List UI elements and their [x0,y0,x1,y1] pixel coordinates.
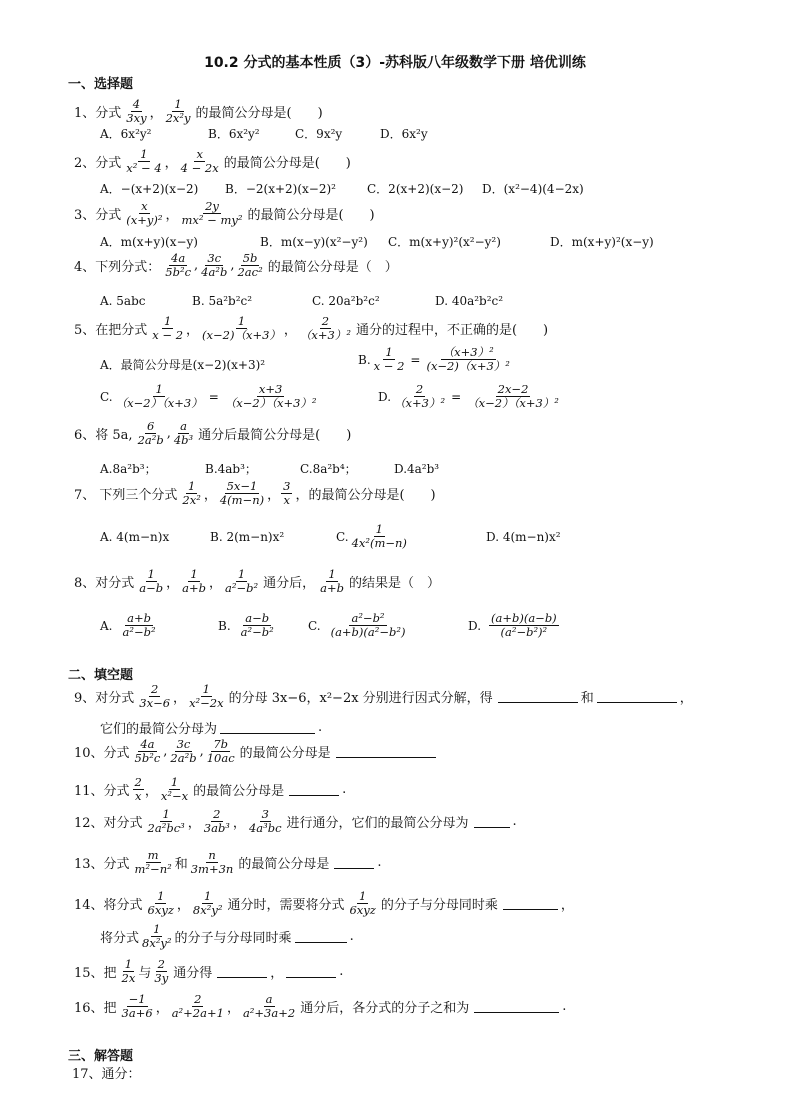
fraction [235,252,264,279]
denominator: 6xyz [349,903,376,918]
numerator: 1 [162,807,170,821]
q5-option-c: C. $\frac{1}{(x-2)(x+3)}$ = $\frac{x+3}{\text{（x−2）（x+3）²}}$ [100,382,317,411]
fraction [164,98,193,125]
denominator: a²+3a+2 [242,1006,296,1021]
q2-number: 2、分式 [74,156,122,172]
q7-stem: ，的最简公分母是( ) [295,488,436,504]
option-d: D．m(x+y)²(x−y) [550,235,654,249]
option-b: B．6x²y² [208,127,260,141]
option-c: C. 20a²b²c² [312,294,380,308]
option-a: A．6x²y² [100,127,152,141]
q8-options [100,612,560,639]
fraction [170,993,226,1020]
option-c-label: C. [336,529,349,544]
fraction [140,923,174,950]
numerator: 3c [207,251,222,265]
question-14-line2 [100,923,354,950]
option-c: C．2(x+2)(x−2) [367,182,464,196]
denominator: x²−x [160,789,189,804]
q8-mid: 通分后， [263,576,316,592]
option-c: C．m(x+y)²(x²−y²) [388,235,501,249]
fraction [218,480,266,507]
fraction [152,958,170,985]
option-c [336,523,486,550]
numerator: x [196,147,203,161]
numerator: 1 [170,775,179,789]
numerator: 1 [174,97,182,111]
option-a: A. 5abc [100,294,146,308]
answer-blank[interactable] [286,965,336,978]
question-15 [72,958,343,985]
fraction [114,383,205,410]
denominator: 4x²(m−n) [351,536,407,551]
question-13 [72,849,381,876]
numerator: a [180,419,187,433]
answer-blank[interactable] [336,745,436,758]
q6-number: 6、将 5a, [74,428,133,444]
numerator: 2 [151,682,159,696]
section-fill: 二、填空题 [68,668,134,683]
numerator: 1 [237,314,246,328]
numerator: n [208,848,216,862]
option-c-label: C. [308,618,321,633]
fraction [120,958,138,985]
q14-stem: 的分子与分母同时乘 [380,898,498,914]
numerator: 5b [242,251,258,265]
denominator: 8x²y² [142,936,172,951]
denominator: 2ac² [237,265,263,280]
numerator: 3 [261,807,269,821]
option-c: C.8a²b⁴； [300,462,357,476]
numerator: 1 [202,682,210,696]
numerator: 1 [140,147,148,161]
option-a-label: A. [100,618,113,633]
fraction [159,776,190,803]
numerator: 1 [375,522,383,536]
option-b: B.4ab³； [205,462,257,476]
fraction [133,776,144,803]
q8-stem: 的结果是（ ） [348,576,440,592]
q2-stem: 的最简公分母是( ) [223,156,351,172]
question-9-line2 [100,718,322,737]
question-7: 7、 下列三个分式 $\frac{1}{\text{2x²}}$ ， $\frac{5x-1}{4(m-n)}$ ， $\frac{3}{x}$ ，的最简公分母是( ) [74,479,436,508]
fraction [318,568,346,595]
q1-number: 1、分式 [74,106,122,122]
numerator: 1 [385,345,393,359]
q13-mid: 和 [174,857,188,873]
q1-stem: 的最简公分母是( ) [195,106,323,122]
section-answer: 三、解答题 [68,1049,134,1064]
answer-blank[interactable] [217,965,267,978]
denominator: x [134,789,142,804]
q11-stem: 的最简公分母是 [193,784,285,800]
numerator: 3 [283,479,291,493]
numerator: 2 [194,992,202,1006]
question-10: 10、分式 $\frac{4a}{\text{5b²c}}$ , $\frac{3c}{\text{2a²b}}$ , $\frac{7b}{10ac}$ 的最简公分母是 [72,738,439,765]
denominator: (a²−b²)² [500,625,548,640]
numerator: 1 [328,567,336,581]
numerator: 1 [204,889,212,903]
fraction [124,148,163,175]
fraction [187,683,226,710]
fraction [205,738,237,765]
fraction [298,315,353,342]
numerator: 1 [237,567,246,581]
denominator: x²−2x [189,696,224,711]
fraction [350,523,409,550]
period: . [562,999,567,1015]
comma: ， [270,966,284,982]
denominator: 2a²bc³ [147,821,185,836]
fraction [465,383,561,410]
fraction [124,200,164,227]
q9-line2: 它们的最简公分母为 [100,722,218,737]
denominator: 8x²y² [192,903,223,918]
denominator: 2x [121,971,136,986]
numerator: 1 [187,479,196,493]
numerator: 1 [147,567,155,581]
numerator: 5x−1 [226,479,258,493]
fraction [281,480,292,507]
fraction [168,738,198,765]
denominator: 6xyz [147,903,174,918]
denominator: x − 2 [152,328,184,343]
q6-options [100,460,439,477]
numerator: （x+3）² [442,345,494,359]
answer-blank[interactable] [295,930,347,943]
denominator: 2x² [182,493,201,508]
q9-stem: 的分母 3x−6，x²−2x 分别进行因式分解，得 [228,691,493,707]
numerator: 1 [124,957,133,971]
option-d: D.4a²b³ [394,461,440,476]
numerator: 2x−2 [497,382,529,396]
numerator: 1 [157,889,165,903]
q9-end: ， [679,691,693,707]
answer-blank[interactable] [503,897,558,910]
q5-option-a [100,356,265,373]
fraction [191,890,225,917]
question-14: 14、将分式 $\frac{1}{\text{6xyz}}$ ， $\frac{1}{\text{8x²y²}}$ 通分时，需要将分式 $\frac{1}{\text{6xyz}}$ 的分子与分母同时乘 ， [74,889,574,918]
q12-stem: 进行通分，它们的最简公分母为 [286,816,469,832]
denominator: a²−b² [240,625,274,640]
fraction [424,346,511,373]
denominator: a−b [139,581,164,596]
fraction [137,568,165,595]
numerator: 2 [321,314,330,328]
q1-options [100,125,428,142]
question-2: 2、分式 $\frac{1}{\text{x² − 4}}$ ， $\frac{x}{4 - 2x}$ 的最简公分母是( ) [74,147,351,176]
option-c-label: C. [100,389,113,404]
fraction [179,148,221,175]
option-a: A．m(x+y)(x−y) [100,235,198,249]
q9-number: 9、对分式 [74,691,135,707]
q9-and: 和 [580,691,594,707]
comma: ， [560,898,574,914]
q16-stem: 通分后，各分式的分子之和为 [300,1001,470,1017]
numerator: 1 [190,567,198,581]
q15-number: 15、把 [74,966,117,982]
numerator: m [147,848,159,862]
numerator: x [141,199,148,213]
period: . [349,929,354,945]
denominator: (x+y)² [126,213,163,228]
answer-blank[interactable] [289,783,339,796]
fraction [124,98,148,125]
option-d-label: D. [468,618,482,633]
page-title: 10.2 分式的基本性质（3）-苏科版八年级数学下册 培优训练 [204,55,586,71]
numerator: 2y [205,199,219,213]
denominator: x² − 4 [126,161,162,176]
question-11: 11、分式 $\frac{2}{x}$ ， $\frac{1}{\text{x²−x}}$ 的最简公分母是 . [74,775,347,804]
numerator: 2 [134,775,142,789]
fraction [136,420,166,447]
denominator: 3m+3n [190,862,234,877]
denominator: 3ab³ [203,821,230,836]
option-b: B. 5a²b²c² [192,294,253,308]
denominator: （x−2）（x+3）² [467,396,559,411]
q4-number: 4、下列分式： [74,260,161,276]
q14-line2b: 的分子与分母同时乘 [174,931,292,947]
fraction [120,612,157,639]
fraction [489,612,559,639]
option-d: D. 40a²b²c² [435,294,504,308]
denominator: 2a²b [137,433,164,448]
denominator: 5b²c [165,265,192,280]
q2-options [100,180,584,197]
period: . [342,782,347,798]
numerator: 1 [163,314,172,328]
question-4: 4、下列分式： $\frac{4a}{\text{5b²c}}$ , $\frac{3c}{\text{4a²b}}$ , $\frac{5b}{\text{2ac²}}$ 的最简公分母是（ ） [74,251,398,280]
q15-stem: 通分得 [173,966,213,982]
option-d-label: D. [378,389,392,404]
denominator: （x+3）² [394,396,446,411]
q10-stem: 的最简公分母是 [239,746,331,762]
answer-blank[interactable] [597,690,677,703]
option-a: A.8a²b³； [100,462,157,476]
numerator: a+b [127,611,151,625]
numerator: −1 [128,992,146,1006]
fraction [241,993,297,1020]
option-d: D．6x²y [380,127,428,141]
q5-number: 5、在把分式 [74,323,148,339]
q7-number: 7、 下列三个分式 [74,488,178,504]
q5-stem: 通分的过程中，不正确的是( ) [355,323,549,339]
denominator: 3a+6 [121,1006,153,1021]
option-b [218,612,308,639]
q7-options [100,523,561,550]
q10-number: 10、分式 [74,746,130,762]
answer-blank[interactable] [220,721,315,734]
option-d [468,612,560,639]
q5-option-b: B. $\frac{1}{x - 2}$ = $\frac{\text{（x+3）²}}{\text{(x−2)（x+3）²}}$ [358,345,510,374]
option-d: D．(x²−4)(4−2x) [482,182,584,196]
option-b: B．−2(x+2)(x−2)² [225,182,336,196]
q14-number: 14、将分式 [74,898,143,914]
denominator: 2a²b [170,751,197,766]
fraction [372,346,407,373]
denominator: (a+b)(a²−b²) [330,625,406,640]
fraction [247,808,284,835]
numerator: 4a [140,737,155,751]
denominator: 4a²b [201,265,228,280]
q8-number: 8、对分式 [74,576,135,592]
q12-number: 12、对分式 [74,816,143,832]
numerator: 7b [213,737,229,751]
denominator: （x−2）（x+3）² [224,396,317,411]
numerator: a [265,992,273,1006]
q4-options [100,294,503,308]
numerator: 2 [415,382,424,396]
denominator: a²−b² [122,625,156,640]
denominator: a²−b² [225,581,259,596]
denominator: 10ac [206,751,235,766]
denominator: m²−n² [134,862,172,877]
q3-options [100,233,654,250]
fraction [223,568,260,595]
fraction [150,315,185,342]
option-a [100,612,218,639]
denominator: (x−2)（x+3）² [426,359,510,374]
numerator: 4 [132,97,141,111]
q6-stem: 通分后最简公分母是( ) [198,428,352,444]
q13-stem: 的最简公分母是 [238,857,330,873]
fraction [180,568,208,595]
question-8: 8、对分式 $\frac{1}{a-b}$ ， $\frac{1}{a+b}$ ， $\frac{1}{\text{a²−b²}}$ 通分后， $\frac{1}{a+b}$ 的结果是（ ） [74,567,440,596]
fraction [146,890,176,917]
question-6: 6、将 5a, $\frac{6}{\text{2a²b}}$ , $\frac{a}{\text{4b³}}$ 通分后最简公分母是( ) [74,419,352,448]
denominator: a+b [182,581,207,596]
numerator: 2 [157,957,165,971]
denominator: （x−2）（x+3） [115,396,203,411]
denominator: 4 − 2x [180,161,219,176]
denominator: 5b²c [134,751,161,766]
question-12: 12、对分式 $\frac{1}{\text{2a²bc³}}$ ， $\frac{2}{\text{3ab³}}$ ， $\frac{3}{\text{4a³bc}}$ 进行通分，它们的最简公分母为 . [74,807,517,836]
fraction [172,420,195,447]
option-b-label: B. [218,618,231,633]
fraction [133,738,163,765]
denominator: 2x²y [165,111,191,126]
fraction [180,200,245,227]
denominator: （x+3）² [299,328,351,343]
fraction [133,849,174,876]
question-1: 1、分式 $\frac{4}{3xy}$ ， $\frac{1}{\text{2x²y}}$ 的最简公分母是( ) [74,97,323,126]
fraction [163,252,193,279]
option-b: B．m(x−y)(x²−y²) [260,235,368,249]
question-16: 16、把 $\frac{-1}{3a+6}$ ， $\frac{2}{\text{a²+2a+1}}$ ， $\frac{a}{\text{a²+3a+2}}$ 通分后，各分式的分子之和为 . [74,992,567,1021]
q14-line2a: 将分式 [100,931,140,947]
period: . [512,814,517,830]
period: . [377,855,382,871]
numerator: x+3 [258,382,283,396]
numerator: 4a [171,251,186,265]
period: . [339,964,344,980]
denominator: 3xy [126,111,147,126]
denominator: 3y [154,971,169,986]
answer-blank[interactable] [474,815,510,828]
q16-number: 16、把 [74,1001,117,1017]
q5-option-d: D. $\frac{2}{\text{（x+3）²}}$ = $\frac{2x-2}{\text{（x−2）（x+3）²}}$ [378,382,559,411]
question-9: 9、对分式 $\frac{2}{3x-6}$ ， $\frac{1}{\text{x²−2x}}$ 的分母 3x−6，x²−2x 分别进行因式分解，得 和 ， [74,682,693,711]
fraction [189,849,236,876]
fraction [200,315,283,342]
denominator: (x−2)（x+3） [202,328,281,343]
numerator: 3c [176,737,191,751]
denominator: 4b³ [173,433,194,448]
section-choice: 一、选择题 [68,77,134,92]
denominator: mx² − my² [181,213,243,228]
fraction [120,993,155,1020]
denominator: x − 2 [373,359,405,374]
q3-number: 3、分式 [74,208,122,224]
answer-blank[interactable] [498,690,578,703]
option-b-label: B. [358,352,371,367]
option-a: A．最简公分母是(x−2)(x+3)² [100,358,266,372]
fraction [146,808,187,835]
option-a: A．−(x+2)(x−2) [100,182,199,196]
option-c [308,612,468,639]
denominator: 3x−6 [139,696,171,711]
numerator: 2 [213,807,221,821]
answer-blank[interactable] [334,856,374,869]
fraction [137,683,172,710]
fraction [239,612,276,639]
fraction [329,612,408,639]
q13-number: 13、分式 [74,857,130,873]
fraction [223,383,319,410]
answer-blank[interactable] [474,1000,559,1013]
q11-number: 11、分式 [74,784,130,800]
denominator: x [283,493,291,508]
numerator: 6 [146,419,155,433]
denominator: a²+2a+1 [171,1006,224,1021]
numerator: a−b [245,611,270,625]
fraction [199,252,229,279]
denominator: 4(m−n) [219,493,265,508]
q3-stem: 的最简公分母是( ) [247,208,375,224]
q14-mid: 通分时，需要将分式 [227,898,345,914]
fraction [202,808,232,835]
option-b: B. 2(m−n)x² [210,529,285,544]
question-5: 5、在把分式 $\frac{1}{x - 2}$ ， $\frac{1}{(x-2)(x+3)}$ ， $\frac{2}{\text{（x+3）²}}$ 通分的过程中，不正确的是( ) [74,314,549,343]
q17-number: 17、通分： [72,1067,141,1082]
period: . [318,720,323,735]
question-3: 3、分式 $\frac{x}{\text{(x+y)²}}$ ， $\frac{2y}{\text{mx² − my²}}$ 的最简公分母是( ) [74,199,375,228]
numerator: a²−b² [351,611,385,625]
q15-mid: 与 [138,966,152,982]
denominator: a+b [320,581,344,596]
fraction [392,383,447,410]
option-d: D. 4(m−n)x² [486,529,561,544]
question-17 [72,1063,141,1082]
numerator: 1 [153,922,161,936]
numerator: 1 [155,382,163,396]
fraction [180,480,202,507]
denominator: 4a³bc [248,821,282,836]
option-c: C．9x²y [295,127,343,141]
fraction [347,890,377,917]
q4-stem: 的最简公分母是（ ） [267,260,398,276]
numerator: (a+b)(a−b) [491,611,557,625]
option-a: A. 4(m−n)x [100,529,170,544]
numerator: 1 [358,889,367,903]
